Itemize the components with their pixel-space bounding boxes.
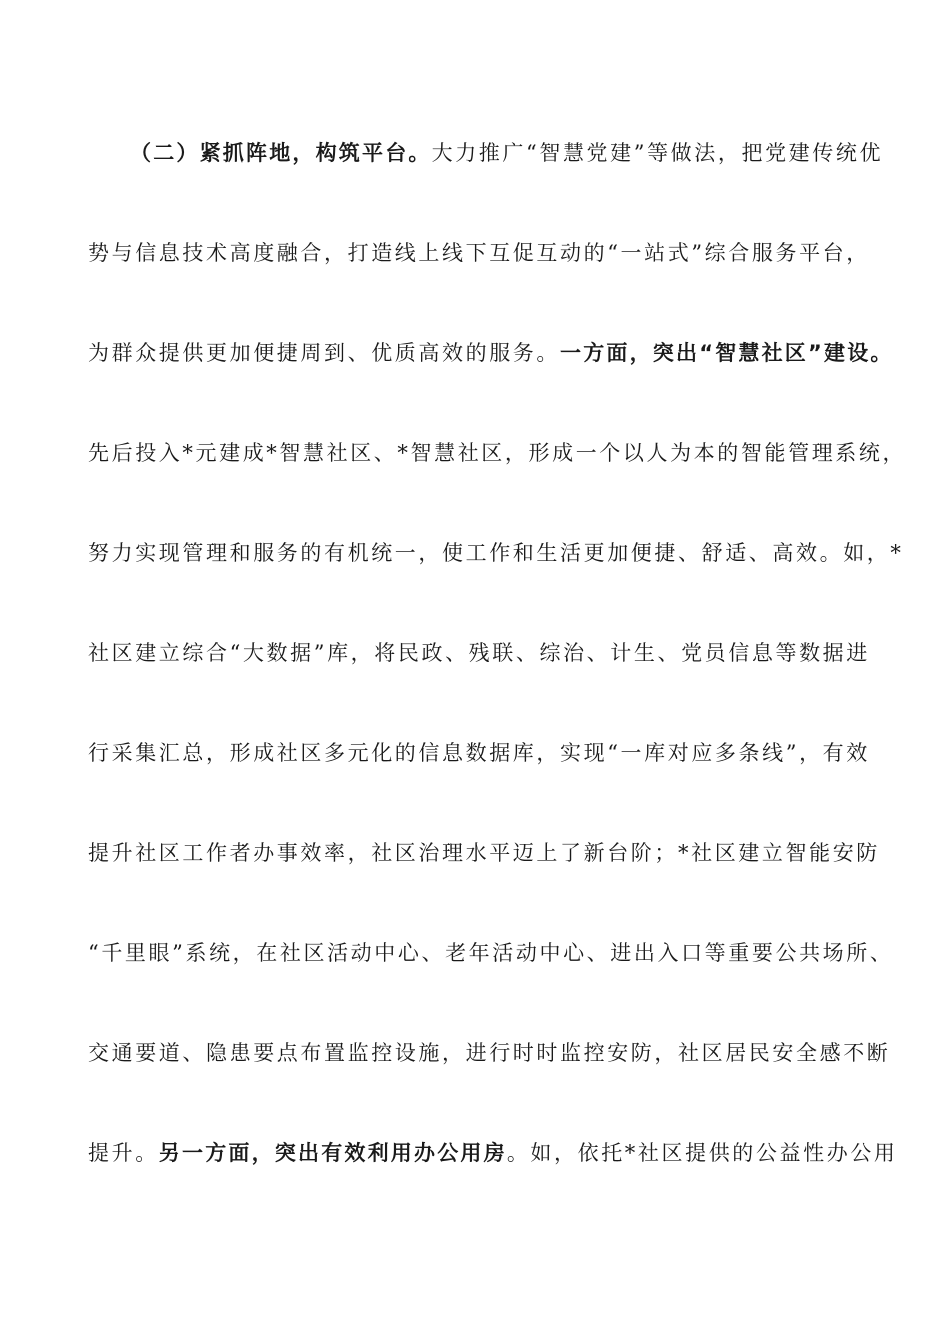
body-text: “千里眼”系统，在社区活动中心、老年活动中心、进出入口等重要公共场所、 bbox=[88, 941, 894, 965]
body-text: 行采集汇总，形成社区多元化的信息数据库，实现“一库对应多条线”，有效 bbox=[88, 741, 870, 765]
body-text: 。如，依托*社区提供的公益性办公用 bbox=[506, 1141, 898, 1165]
body-text: 为群众提供更加便捷周到、优质高效的服务。 bbox=[88, 341, 560, 365]
body-text: 先后投入*元建成*智慧社区、*智慧社区，形成一个以人为本的智能管理系统， bbox=[88, 441, 907, 465]
text-line bbox=[88, 728, 888, 828]
text-line bbox=[88, 228, 888, 328]
text-line bbox=[88, 828, 888, 928]
text-line bbox=[88, 128, 888, 228]
text-line bbox=[88, 1028, 891, 1128]
text-line bbox=[88, 1128, 898, 1228]
bold-heading-text: （二）紧抓阵地，构筑平台。 bbox=[130, 141, 432, 165]
text-line bbox=[88, 428, 907, 528]
body-text: 大力推广“智慧党建”等做法，把党建传统优 bbox=[431, 141, 884, 165]
text-line bbox=[88, 528, 904, 628]
body-text: 交通要道、隐患要点布置监控设施，进行时时监控安防，社区居民安全感不断 bbox=[88, 1041, 891, 1065]
text-line bbox=[88, 328, 894, 428]
text-line bbox=[88, 628, 888, 728]
body-text: 努力实现管理和服务的有机统一，使工作和生活更加便捷、舒适、高效。如，* bbox=[88, 541, 904, 565]
body-text: 势与信息技术高度融合，打造线上线下互促互动的“一站式”综合服务平台， bbox=[88, 241, 870, 265]
body-text: 提升。 bbox=[88, 1141, 159, 1165]
bold-heading-text: 一方面，突出“智慧社区”建设。 bbox=[560, 341, 894, 365]
text-line bbox=[88, 928, 894, 1028]
bold-heading-text: 另一方面，突出有效利用办公用房 bbox=[158, 1141, 507, 1165]
body-text: 提升社区工作者办事效率，社区治理水平迈上了新台阶；*社区建立智能安防 bbox=[88, 841, 880, 865]
body-text: 社区建立综合“大数据”库，将民政、残联、综治、计生、党员信息等数据进 bbox=[88, 641, 870, 665]
body-paragraph bbox=[88, 128, 907, 1228]
